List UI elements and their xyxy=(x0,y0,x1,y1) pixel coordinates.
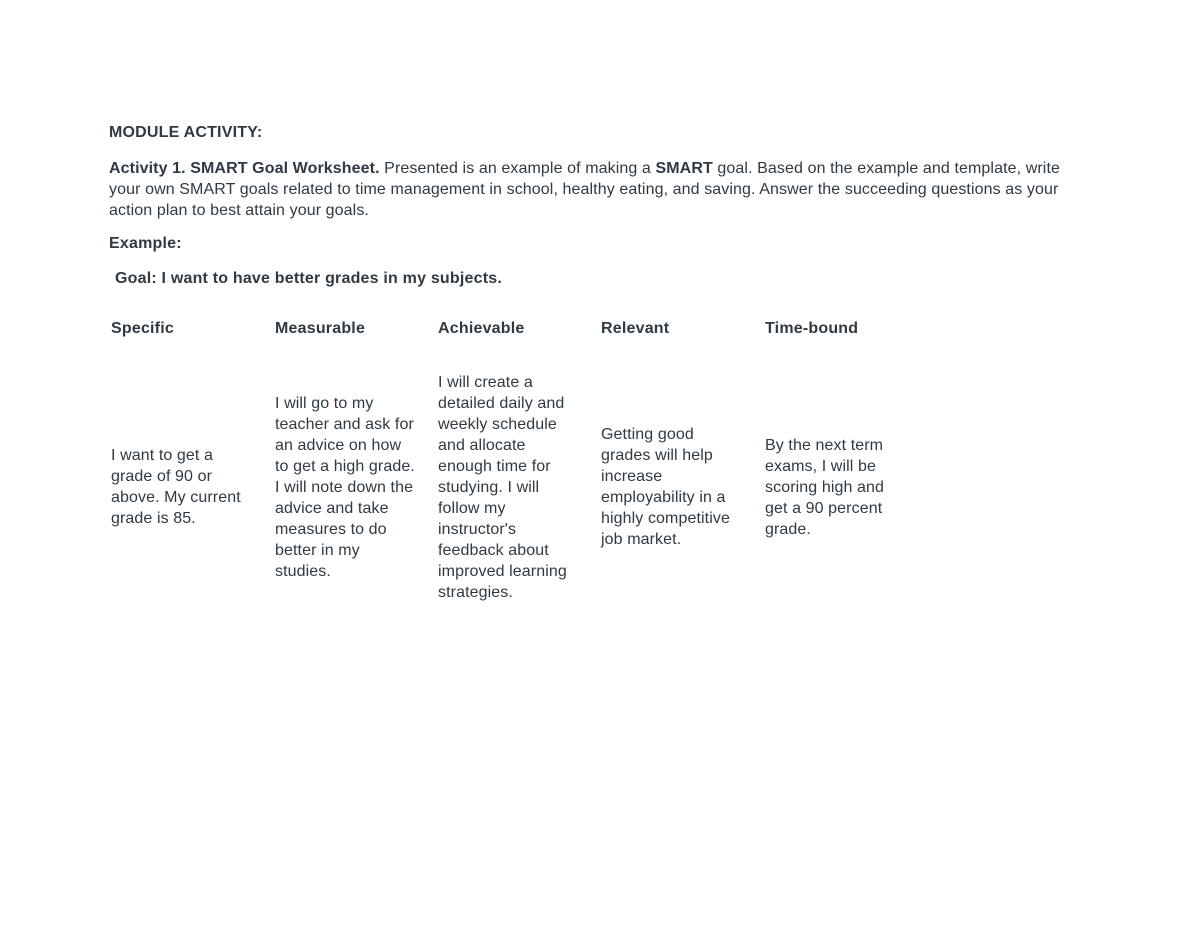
example-label: Example: xyxy=(109,235,182,252)
example-goal: Goal: I want to have better grades in my subjects. xyxy=(115,270,502,287)
header-time-bound: Time-bound xyxy=(765,320,859,337)
activity-instructions xyxy=(109,158,1089,221)
cell-specific: I want to get a grade of 90 or above. My current grade is 85. xyxy=(111,447,241,527)
header-specific: Specific xyxy=(111,320,174,337)
module-heading: MODULE ACTIVITY: xyxy=(109,124,263,141)
cell-relevant: Getting good grades will help increase employability in a highly competitive job market. xyxy=(601,426,730,548)
cell-achievable: I will create a detailed daily and weekly schedule and allocate enough time for studying. I will follow my instructor's feedback about improved learning strategies. xyxy=(438,374,567,601)
header-relevant: Relevant xyxy=(601,320,670,337)
header-achievable: Achievable xyxy=(438,320,525,337)
cell-time-bound: By the next term exams, I will be scoring high and get a 90 percent grade. xyxy=(765,437,885,538)
smart-term: SMART xyxy=(655,160,713,177)
header-measurable: Measurable xyxy=(275,320,366,337)
instructions-text-1: Presented is an example of making a xyxy=(379,160,656,177)
activity-title: Activity 1. SMART Goal Worksheet. xyxy=(109,160,380,177)
instructions-text-2: goal. Based on the example and template, write your own SMART goals related to time management in school, healthy eating, and saving. Answer the succeeding questions as your action plan to best attain your goals. xyxy=(109,160,1061,219)
cell-measurable: I will go to my teacher and ask for an advice on how to get a high grade. I will note down the advice and take measures to do better in my studies. xyxy=(275,395,415,580)
